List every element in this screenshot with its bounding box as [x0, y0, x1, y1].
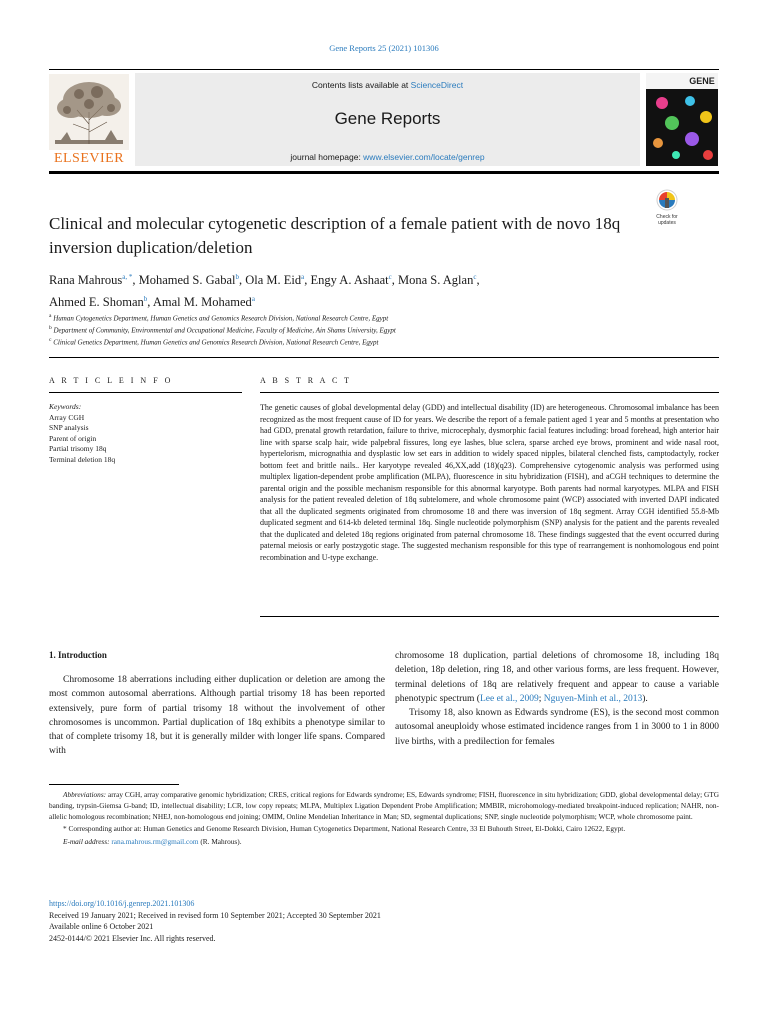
elsevier-wordmark: ELSEVIER	[53, 151, 125, 166]
header-thick-rule	[49, 171, 719, 174]
section-heading-introduction: 1. Introduction	[49, 650, 107, 660]
footnote-rule	[49, 784, 179, 785]
crossmark-line1: Check for	[656, 214, 678, 220]
abstract-heading: A B S T R A C T	[260, 376, 352, 385]
keyword: Partial trisomy 18q	[49, 444, 107, 453]
author[interactable]: Mohamed S. Gabal$^b$	[138, 273, 239, 288]
copyright: 2452-0144/© 2021 Elsevier Inc. All rights reserved.	[49, 933, 216, 943]
publication-info	[49, 898, 719, 944]
affiliation: $^c$ Clinical Genetics Department, Human Genetics and Genomics Research Division, National Research Centre, Egypt	[49, 337, 379, 347]
author[interactable]: Engy A. Ashaat$^c$	[310, 273, 392, 288]
email-link[interactable]: rana.mahrous.rm@gmail.com	[111, 837, 199, 847]
header-top-rule	[49, 69, 719, 70]
homepage-line	[135, 152, 640, 162]
paragraph: Trisomy 18, also known as Edwards syndrome (ES), is the second most common autosomal aneuploidy whose estimated incidence ranges from 1 in 3000 to 1 in 8000 live births, with a predilection for females	[395, 708, 719, 747]
article-info-rule	[49, 392, 242, 393]
affiliation: $^b$ Department of Community, Environmental and Occupational Medicine, Faculty of Medicine, Ain Shams University, Egypt	[49, 325, 396, 335]
sciencedirect-link[interactable]: ScienceDirect	[410, 80, 464, 90]
keyword: Parent of origin	[49, 433, 97, 443]
paragraph: chromosome 18 duplication, partial deletions of chromosome 18, including 18q deletion, 18p deletion, ring 18, and other various forms, are less frequent. However, terminal deletions of 18q are relatively frequent and appear to cause a variable phenotypic spectrum (Lee et al., 2009; Nguyen-Minh et al., 2013).	[395, 651, 719, 704]
paragraph: Chromosome 18 aberrations including either duplication or deletion are among the most common autosomal aberrations. Although partial trisomy 18 has been reported extensively, pure form of partial trisomy 18 without the involvement of other chromosomes is uncommon. Partial duplication of 18q exhibits a phenotype similar to that of complete trisomy 18, but it is generally milder with longer life spans. Compared with	[49, 675, 385, 757]
doi-link[interactable]: https://doi.org/10.1016/j.genrep.2021.101306	[49, 899, 195, 908]
author-list: Rana Mahrous$^{a, *}$, Mohamed S. Gabal$^b$, Ola M. Eid$^a$, Engy A. Ashaat$^c$, Mona S. Aglan$^c$, Ahmed E. Shoman$^b$, Amal M. Mohamed$^a$	[49, 273, 480, 310]
available-online: Available online 6 October 2021	[49, 922, 154, 931]
author[interactable]: Rana Mahrous$^{a, *}$	[49, 273, 133, 288]
homepage-prefix: journal homepage:	[290, 152, 364, 162]
author[interactable]: Ola M. Eid$^a$	[245, 273, 305, 288]
journal-cover-image[interactable]	[646, 73, 718, 166]
citation-link[interactable]: Lee et al., 2009	[479, 693, 539, 704]
footnotes	[49, 790, 719, 850]
abstract-bottom-rule	[260, 616, 719, 617]
body-column-right	[395, 649, 719, 749]
corresponding-author-footnote: * Corresponding author at: Human Genetics and Genome Research Division, Human Cytogenetics Department, National Research Centre, 33 El Buhouth Street, El-Dokki, Cairo 12622, Egypt.	[63, 824, 626, 834]
author[interactable]: Mona S. Aglan$^c$	[397, 273, 477, 288]
journal-citation[interactable]: Gene Reports 25 (2021) 101306	[329, 43, 439, 53]
journal-name: Gene Reports	[334, 109, 441, 128]
author[interactable]: Amal M. Mohamed$^a$	[152, 295, 255, 310]
homepage-link[interactable]: www.elsevier.com/locate/genrep	[363, 152, 485, 162]
section-divider	[49, 357, 719, 358]
article-title: Clinical and molecular cytogenetic description of a female patient with de novo 18q inversion duplication/deletion	[49, 214, 621, 257]
keywords-list	[49, 413, 239, 466]
keywords-label: Keywords:	[49, 402, 82, 411]
citation-link[interactable]: Nguyen-Minh et al., 2013	[543, 693, 643, 704]
body-column-left	[49, 673, 385, 759]
keyword: Terminal deletion 18q	[49, 454, 116, 464]
abstract-rule	[260, 392, 719, 393]
email-footnote: E-mail address: rana.mahrous.rm@gmail.com (R. Mahrous).	[63, 837, 242, 847]
keyword: Array CGH	[49, 412, 85, 422]
crossmark-line2: updates	[658, 220, 676, 226]
keywords-block	[49, 402, 239, 465]
cover-title: GENE	[689, 76, 715, 86]
author[interactable]: Ahmed E. Shoman$^b$	[49, 295, 148, 310]
keyword: SNP analysis	[49, 423, 89, 432]
contents-line	[135, 80, 640, 90]
abstract-text: The genetic causes of global developmental delay (GDD) and intellectual disability (ID) are heterogeneous. Chromosomal imbalance has been recognized as the most frequent cause of ID for years. We describe the report of a female patient aged 1 year and 5 months at presentation who had GDD, prenatal growth retardation, failure to thrive, microcephaly, dysmorphic facial features including: broad forehead, high anterior hair line with sparse scalp hair, wide palpebral fissures, long eye lashes, blue sclera, sparse arched eye brows, prominent and wide nasal root, hypertelorism, micrognathia and dysplastic low set ears in addition to widely spaced nipples, bilateral clenched fists, camptodactyly, rocker bottom feet and brittle nails.. Her karyotype revealed 46,XX,add (18)(q23). Comprehensive cytogenomic analysis was performed using multiplex ligation-dependent probe amplification (MLPA), fluorescence in situ hybridization (FISH), and aCGH techniques to determine the parental origin and the possible mechanism responsible for this abnormal karyotype. Both parents had normal karyotypes. MLPA and FISH analysis for the patient revealed deletion of 18q subtelomere, and whole chromosome paint (WCP) associated with inverted DAPI indicated that all the duplicated segments originated from chromosome 18 and there was inversion of 18q segment. Array CGH identified 55.8-Mb duplicated segment and 614-kb deleted terminal 18q. Single nucleotide polymorphism (SNP) analysis for the patient and the parents revealed that the duplicated and deleted 18q regions originated from paternal chromosome 18. These findings suggested that the event occurred during paternal meiosis or early postzygotic stage. The suggested mechanism responsible for this type of rearrangement is nonhomologous end point recombination and U-type exchange.	[260, 403, 719, 562]
check-for-updates-badge[interactable]	[647, 187, 687, 227]
article-info-heading: A R T I C L E I N F O	[49, 376, 173, 385]
affiliation: $^a$ Human Cytogenetics Department, Human Genetics and Genomics Research Division, National Research Centre, Egypt	[49, 313, 389, 323]
received-dates: Received 19 January 2021; Received in revised form 10 September 2021; Accepted 30 September 2021	[49, 910, 381, 920]
abbreviations-footnote: Abbreviations: array CGH, array comparative genomic hybridization; CRES, critical regions for Edwards syndrome; ES, Edwards syndrome; FISH, fluorescence in situ hybridization; GDD, global developmental delay; GTG banding, trypsin-Giemsa G-band; ID, intellectual disability; LCR, low copy repeats; MLPA, Multiplex Ligation Dependent Probe Amplification; MMBIR, microhomology-mediated breakpoint-induced replication; NAHR, non-allelic homologous recombination; NHEJ, non-homologous end joining; OMIM, Online Mendelian Inheritance in Man; SD, segmental duplications; SNP, single nucleotide polymorphism; WCP, whole chromosome paint.	[49, 790, 719, 821]
contents-prefix: Contents lists available at	[311, 80, 411, 90]
